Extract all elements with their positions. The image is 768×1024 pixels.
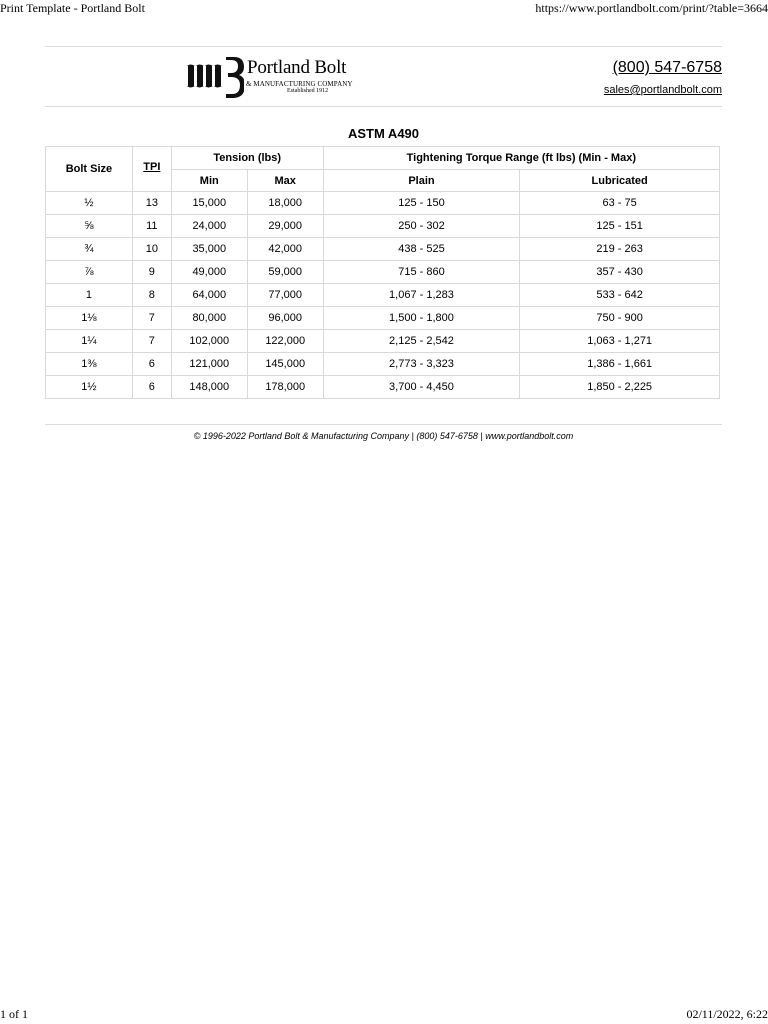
cell-tpi: 7 (132, 307, 171, 330)
brand-established: Established 1912 (287, 88, 329, 94)
cell-plain: 3,700 - 4,450 (323, 376, 520, 399)
cell-lubricated: 219 - 263 (520, 238, 720, 261)
cell-min: 102,000 (171, 330, 247, 353)
header-max: Max (247, 170, 323, 192)
tpi-label: TPI (143, 161, 161, 173)
cell-size: ⅝ (46, 215, 133, 238)
header-divider (45, 106, 722, 107)
print-page-url: https://www.portlandbolt.com/print/?table=3664 (535, 1, 768, 15)
table-row (46, 192, 720, 215)
cell-max: 122,000 (247, 330, 323, 353)
cell-size: 1¼ (46, 330, 133, 353)
cell-max: 29,000 (247, 215, 323, 238)
cell-min: 24,000 (171, 215, 247, 238)
cell-lubricated: 533 - 642 (520, 284, 720, 307)
cell-tpi: 6 (132, 353, 171, 376)
footer-divider (45, 424, 722, 425)
bolt-logo-icon (186, 54, 244, 100)
cell-size: ¾ (46, 238, 133, 261)
portland-bolt-logo (186, 54, 386, 100)
cell-size: 1½ (46, 376, 133, 399)
table-row (46, 307, 720, 330)
cell-lubricated: 1,850 - 2,225 (520, 376, 720, 399)
cell-max: 77,000 (247, 284, 323, 307)
cell-min: 64,000 (171, 284, 247, 307)
cell-plain: 2,773 - 3,323 (323, 353, 520, 376)
email-link[interactable]: sales@portlandbolt.com (603, 84, 722, 96)
brand-name: Portland Bolt (247, 57, 347, 78)
cell-tpi: 8 (132, 284, 171, 307)
cell-size: 1⅜ (46, 353, 133, 376)
cell-tpi: 6 (132, 376, 171, 399)
cell-lubricated: 1,063 - 1,271 (520, 330, 720, 353)
copyright-footer: © 1996-2022 Portland Bolt & Manufacturing Company | (800) 547-6758 | www.portlandbolt.com (193, 431, 574, 441)
cell-size: 1 (46, 284, 133, 307)
cell-lubricated: 750 - 900 (520, 307, 720, 330)
cell-max: 18,000 (247, 192, 323, 215)
torque-table (45, 146, 720, 399)
cell-max: 59,000 (247, 261, 323, 284)
cell-max: 178,000 (247, 376, 323, 399)
table-title: ASTM A490 (347, 126, 420, 141)
cell-lubricated: 357 - 430 (520, 261, 720, 284)
cell-plain: 125 - 150 (323, 192, 520, 215)
cell-size: ½ (46, 192, 133, 215)
table-row (46, 261, 720, 284)
cell-min: 121,000 (171, 353, 247, 376)
header-tpi (132, 147, 171, 192)
cell-lubricated: 63 - 75 (520, 192, 720, 215)
table-row (46, 330, 720, 353)
cell-min: 148,000 (171, 376, 247, 399)
table-row (46, 215, 720, 238)
top-divider (45, 46, 722, 47)
cell-max: 96,000 (247, 307, 323, 330)
cell-max: 145,000 (247, 353, 323, 376)
cell-size: ⅞ (46, 261, 133, 284)
phone-link[interactable]: (800) 547-6758 (612, 59, 722, 76)
tpi-subtext (133, 173, 171, 177)
header-torque: Tightening Torque Range (ft lbs) (Min - Max) (323, 147, 719, 170)
brand-subtitle: & MANUFACTURING COMPANY (246, 80, 353, 88)
cell-plain: 438 - 525 (323, 238, 520, 261)
cell-tpi: 10 (132, 238, 171, 261)
cell-min: 15,000 (171, 192, 247, 215)
header-bolt-size: Bolt Size (46, 147, 133, 192)
cell-plain: 715 - 860 (323, 261, 520, 284)
print-page-number: 1 of 1 (0, 1007, 28, 1021)
cell-tpi: 13 (132, 192, 171, 215)
cell-tpi: 11 (132, 215, 171, 238)
cell-plain: 1,500 - 1,800 (323, 307, 520, 330)
table-row (46, 284, 720, 307)
cell-tpi: 7 (132, 330, 171, 353)
cell-lubricated: 125 - 151 (520, 215, 720, 238)
cell-min: 80,000 (171, 307, 247, 330)
header-plain: Plain (323, 170, 520, 192)
cell-plain: 250 - 302 (323, 215, 520, 238)
print-page-title: Print Template - Portland Bolt (0, 1, 145, 15)
cell-max: 42,000 (247, 238, 323, 261)
header-lubricated: Lubricated (520, 170, 720, 192)
cell-min: 49,000 (171, 261, 247, 284)
table-row (46, 353, 720, 376)
table-row (46, 238, 720, 261)
cell-lubricated: 1,386 - 1,661 (520, 353, 720, 376)
header-min: Min (171, 170, 247, 192)
print-timestamp: 02/11/2022, 6:22 (686, 1007, 768, 1021)
cell-plain: 1,067 - 1,283 (323, 284, 520, 307)
cell-plain: 2,125 - 2,542 (323, 330, 520, 353)
header-tension: Tension (lbs) (171, 147, 323, 170)
cell-min: 35,000 (171, 238, 247, 261)
cell-tpi: 9 (132, 261, 171, 284)
cell-size: 1⅛ (46, 307, 133, 330)
table-row (46, 376, 720, 399)
